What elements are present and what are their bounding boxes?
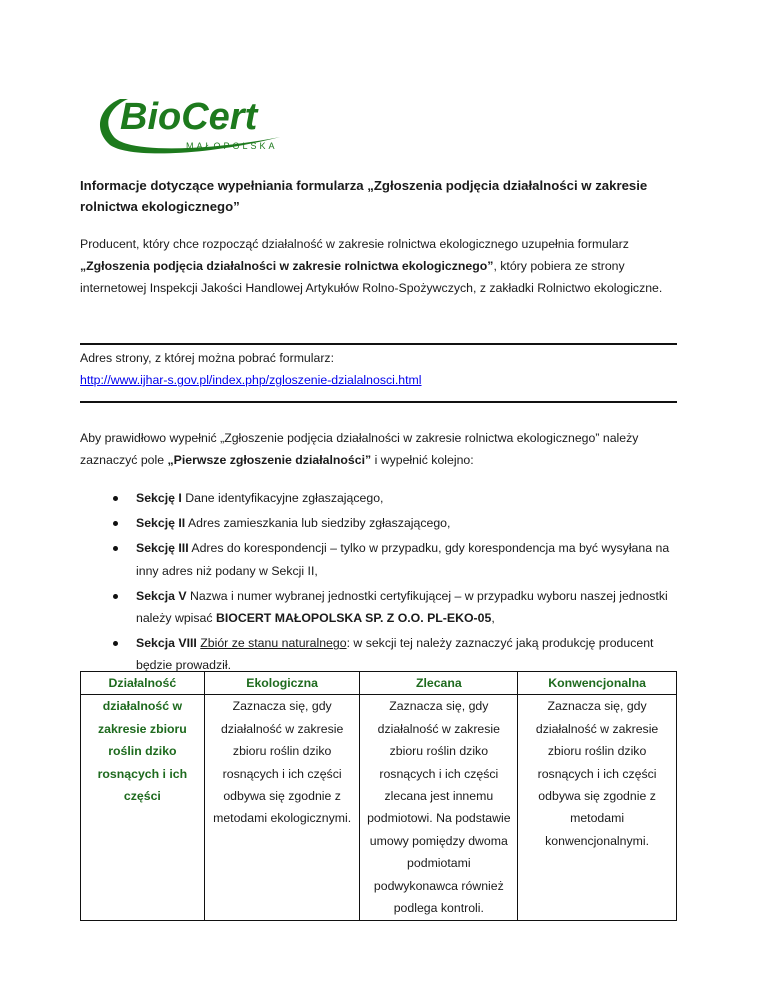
- instructions-paragraph: Aby prawidłowo wypełnić „Zgłoszenie podjęcia działalności w zakresie rolnictwa ekologicznego” należy zaznaczyć pole „Pierwsze zgłoszenie działalności” i wypełnić kolejno:: [80, 431, 639, 468]
- table-cell: Zaznacza się, gdy działalność w zakresie zbioru roślin dziko rosnących i ich części zlecana jest innemu podmiotowi. Na podstawie umowy pomiędzy dwoma podmiotami podwykonawca również podlega kontroli.: [360, 695, 518, 921]
- column-header: Konwencjonalna: [518, 672, 677, 695]
- list-item: Sekcję III Adres do korespondencji – tylko w przypadku, gdy korespondencja ma być wysyłana na inny adres niż podany w Sekcji II,: [80, 537, 680, 581]
- bullet-icon: [113, 496, 118, 501]
- list-item: Sekcja V Nazwa i numer wybranej jednostki certyfikującej – w przypadku wyboru naszej jednostki należy wpisać BIOCERT MAŁOPOLSKA SP. Z O.O. PL-EKO-05,: [80, 585, 680, 629]
- divider-top: [80, 343, 677, 345]
- intro-paragraph: Producent, który chce rozpocząć działalność w zakresie rolnictwa ekologicznego uzupełnia formularz „Zgłoszenia podjęcia działalności w zakresie rolnictwa ekologicznego”, który pobiera ze strony internetowej Inspekcji Jakości Handlowej Artykułów Rolno-Spożywczych, z zakładki Rolnictwo ekologiczne.: [80, 237, 663, 296]
- sections-list: [80, 487, 680, 680]
- address-block: [80, 347, 680, 391]
- bullet-icon: [113, 594, 118, 599]
- table-header-row: [81, 672, 677, 695]
- bullet-icon: [113, 641, 118, 646]
- list-item: Sekcja VIII Zbiór ze stanu naturalnego: w sekcji tej należy zaznaczyć jaką produkcję producent będzie prowadził.: [80, 632, 680, 676]
- svg-text:BioCert: BioCert: [120, 96, 258, 138]
- address-label: Adres strony, z której można pobrać formularz:: [80, 351, 335, 365]
- biocert-logo: [90, 85, 300, 160]
- document-heading: Informacje dotyczące wypełniania formularza „Zgłoszenia podjęcia działalności w zakresie rolnictwa ekologicznego”: [80, 178, 648, 214]
- bullet-icon: [113, 521, 118, 526]
- column-header: Działalność: [81, 672, 205, 695]
- form-download-link[interactable]: http://www.ijhar-s.gov.pl/index.php/zgloszenie-dzialalnosci.html: [80, 373, 422, 388]
- column-header: Zlecana: [360, 672, 518, 695]
- svg-text:MAŁOPOLSKA: MAŁOPOLSKA: [186, 141, 278, 151]
- table-row: [81, 695, 677, 921]
- table-cell: Zaznacza się, gdy działalność w zakresie zbioru roślin dziko rosnących i ich części odbywa się zgodnie z metodami ekologicznymi.: [204, 695, 360, 921]
- table-cell: działalność w zakresie zbioru roślin dziko rosnących i ich części: [81, 695, 205, 921]
- list-item: Sekcję II Adres zamieszkania lub siedziby zgłaszającego,: [80, 512, 680, 534]
- activity-table: [80, 671, 677, 921]
- list-item: Sekcję I Dane identyfikacyjne zgłaszającego,: [80, 487, 680, 509]
- table-cell: Zaznacza się, gdy działalność w zakresie zbioru roślin dziko rosnących i ich części odbywa się zgodnie z metodami konwencjonalnymi.: [518, 695, 677, 921]
- divider-bottom: [80, 401, 677, 403]
- bullet-icon: [113, 546, 118, 551]
- column-header: Ekologiczna: [204, 672, 360, 695]
